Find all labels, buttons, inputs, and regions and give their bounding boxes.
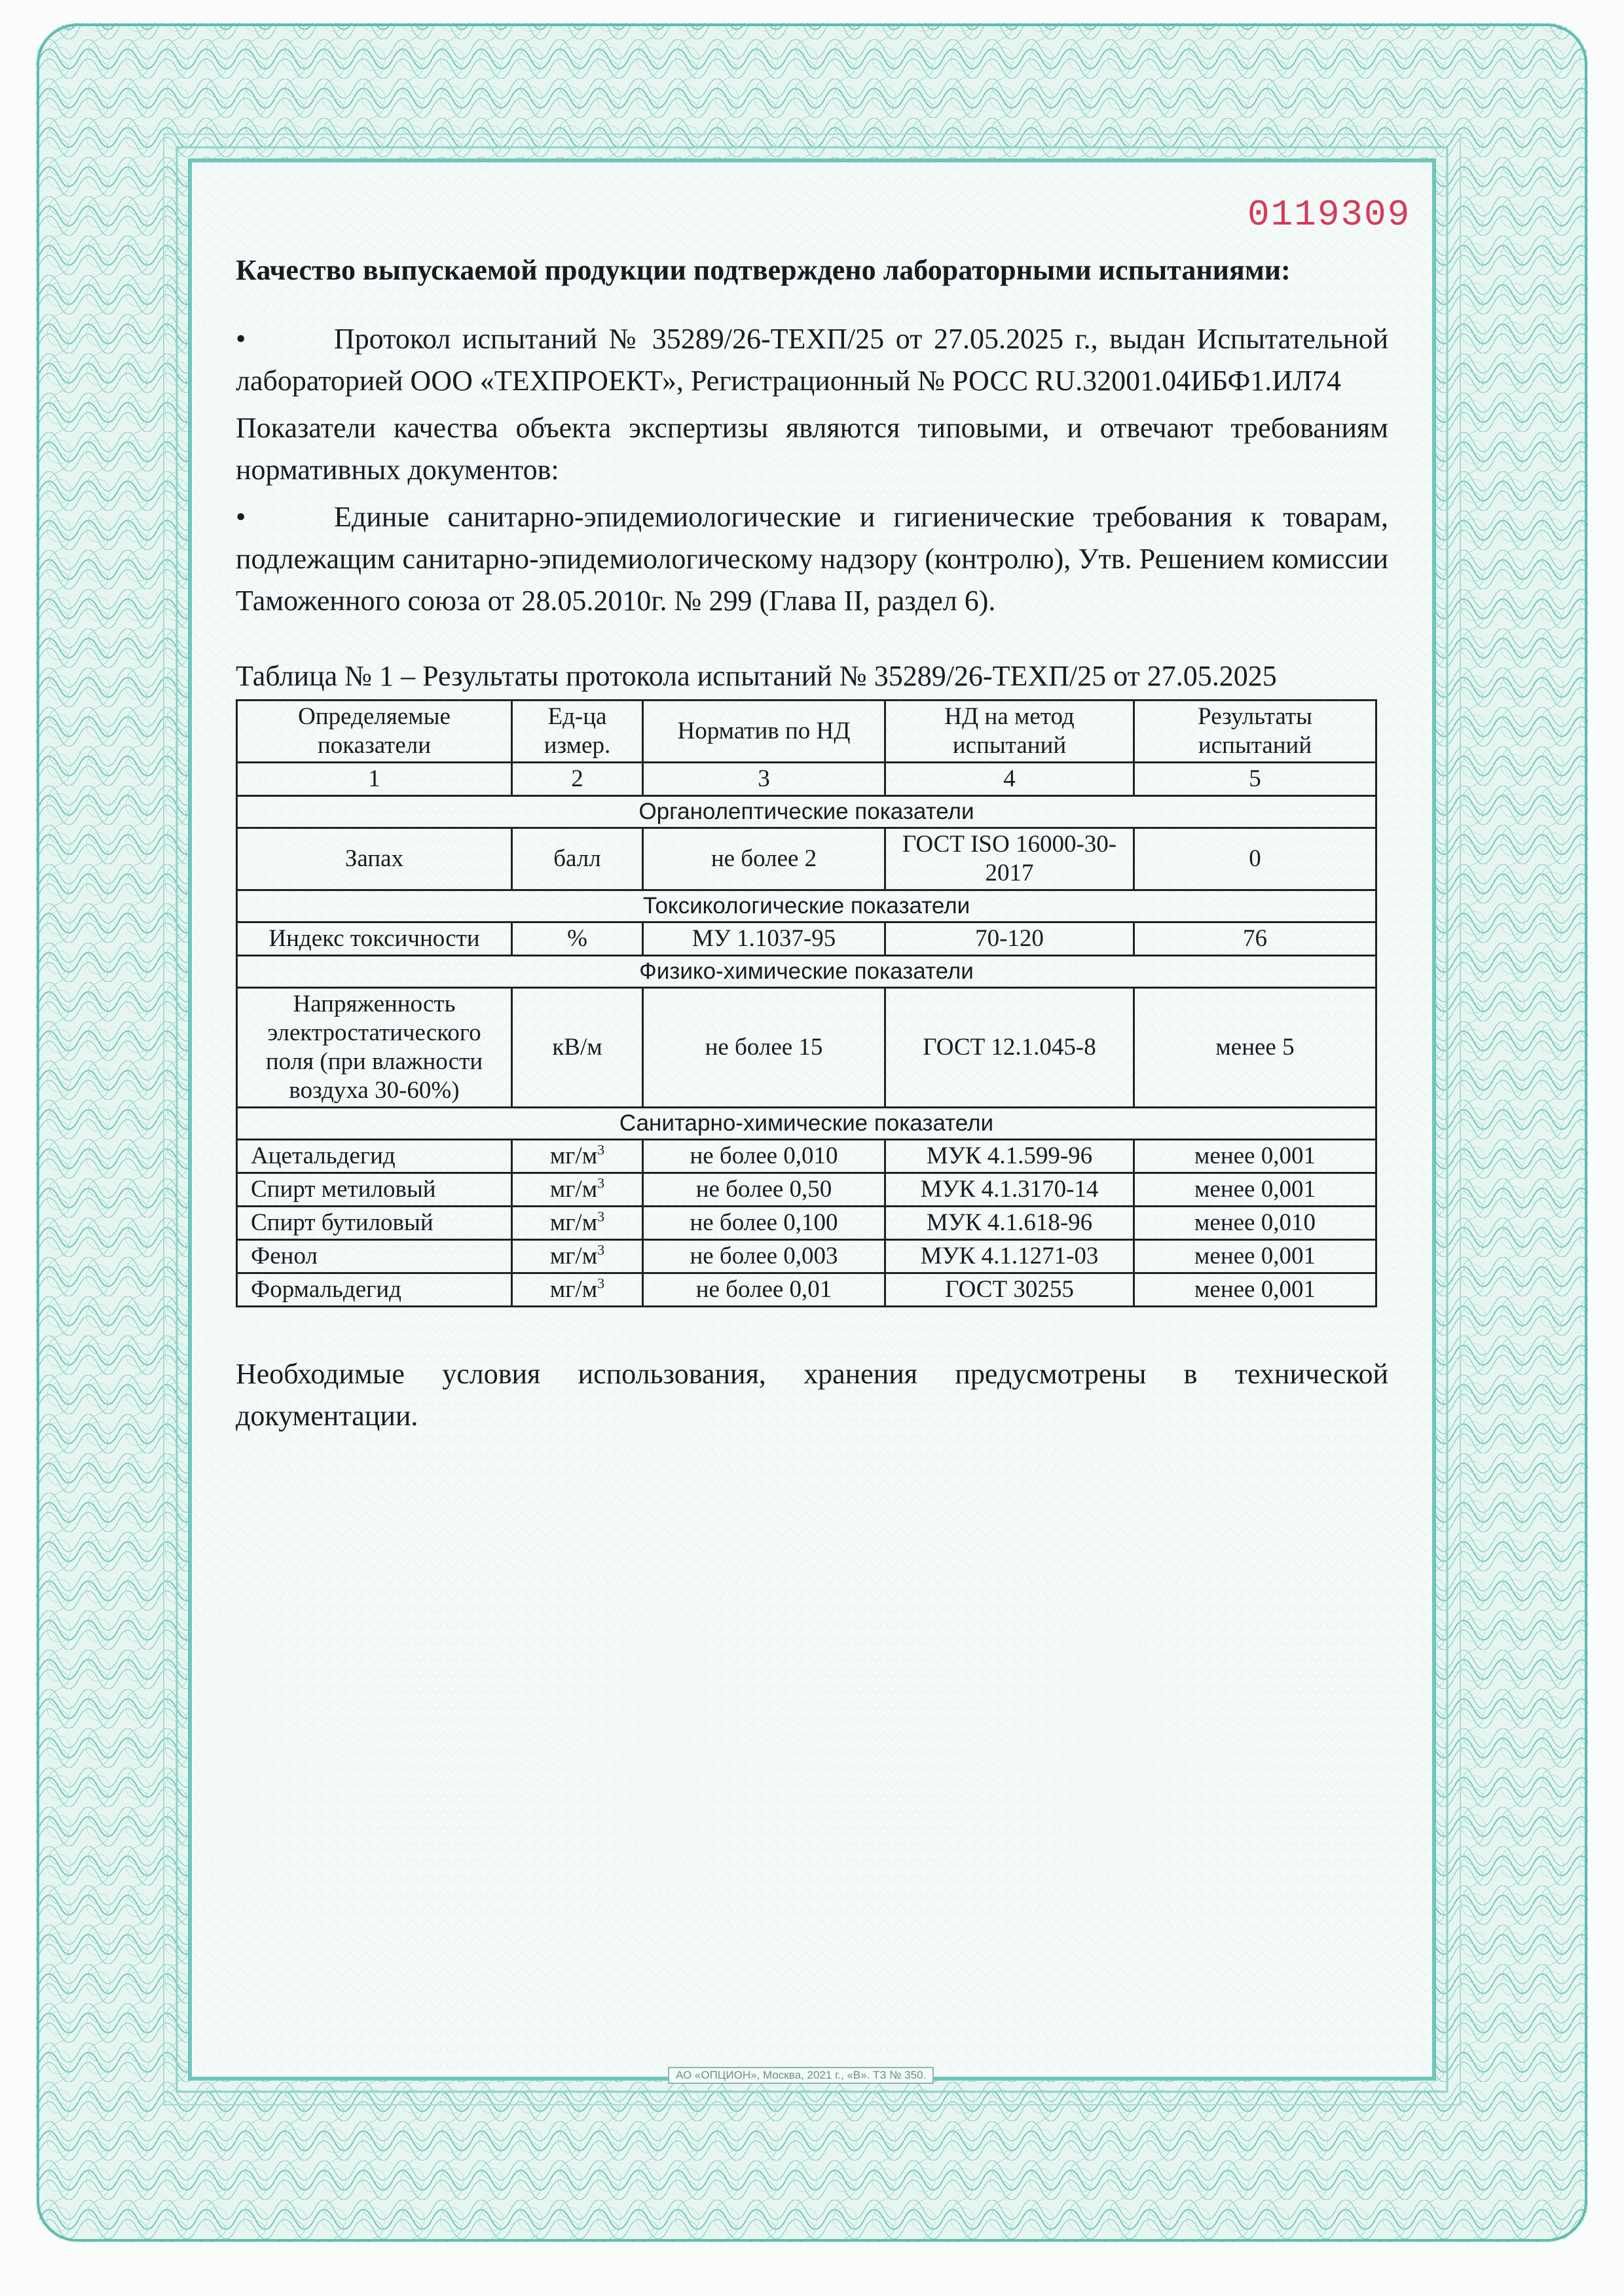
section-title: Физико-химические показатели: [237, 956, 1376, 988]
cell-unit: [512, 1173, 643, 1207]
cell-unit: %: [512, 922, 643, 956]
cell-norm: не более 0,003: [643, 1240, 885, 1273]
cell-result: менее 5: [1134, 988, 1376, 1108]
cell-unit: [512, 1240, 643, 1273]
unit-text: мг/м: [549, 1209, 598, 1236]
section-row: [237, 796, 1376, 828]
document-body: [236, 249, 1388, 1466]
protocol-paragraph: [236, 318, 1388, 402]
section-title: Санитарно-химические показатели: [237, 1108, 1376, 1140]
cell-unit: кВ/м: [512, 988, 643, 1108]
cell-indicator: Запах: [237, 828, 512, 890]
cell-method: МУК 4.1.3170-14: [885, 1173, 1134, 1207]
cell-method: ГОСТ 12.1.045-8: [885, 988, 1134, 1108]
cell-method: МУК 4.1.599-96: [885, 1140, 1134, 1173]
header-indicator: Определяемые показатели: [237, 701, 512, 763]
cell-unit: [512, 1273, 643, 1307]
cell-method: МУК 4.1.618-96: [885, 1207, 1134, 1240]
cell-indicator: Спирт бутиловый: [237, 1207, 512, 1240]
cell-indicator: Индекс токсичности: [237, 922, 512, 956]
table-row: [237, 988, 1376, 1108]
cell-method: МУК 4.1.1271-03: [885, 1240, 1134, 1273]
column-number: 4: [885, 763, 1134, 796]
printer-imprint: АО «ОПЦИОН», Москва, 2021 г., «В». ТЗ № 350.: [668, 2067, 934, 2084]
cell-norm: не более 2: [643, 828, 885, 890]
requirements-text: Единые санитарно-эпидемиологические и гигиенические требования к товарам, подлежащим санитарно-эпидемиологическому надзору (контролю), Утв. Решением комиссии Таможенного союза от 28.05.2010г. № 299 (Глава II, раздел 6).: [236, 501, 1388, 617]
bullet-icon: •: [236, 323, 246, 355]
table-row: [237, 1273, 1376, 1307]
cell-indicator: Напряженность электростатического поля (при влажности воздуха 30-60%): [237, 988, 512, 1108]
unit-exponent: 3: [597, 1175, 605, 1192]
section-row: [237, 1108, 1376, 1140]
unit-text: мг/м: [549, 1243, 598, 1269]
cell-norm: не более 15: [643, 988, 885, 1108]
header-norm: Норматив по НД: [643, 701, 885, 763]
table-row: [237, 1240, 1376, 1273]
cell-norm: не более 0,50: [643, 1173, 885, 1207]
cell-indicator: Спирт метиловый: [237, 1173, 512, 1207]
cell-result: 76: [1134, 922, 1376, 956]
unit-exponent: 3: [597, 1241, 605, 1258]
unit-exponent: 3: [597, 1275, 605, 1292]
cell-unit: балл: [512, 828, 643, 890]
unit-exponent: 3: [597, 1208, 605, 1225]
page-heading: Качество выпускаемой продукции подтверждено лабораторными испытаниями:: [236, 254, 1291, 286]
cell-unit: [512, 1140, 643, 1173]
column-number: 3: [643, 763, 885, 796]
cell-indicator: Фенол: [237, 1240, 512, 1273]
table-number-row: [237, 763, 1376, 796]
section-title: Токсикологические показатели: [237, 890, 1376, 922]
cell-result: менее 0,001: [1134, 1173, 1376, 1207]
table-row: [237, 922, 1376, 956]
unit-text: мг/м: [549, 1176, 598, 1203]
column-number: 2: [512, 763, 643, 796]
table-row: [237, 828, 1376, 890]
cell-method: ГОСТ ISO 16000-30-2017: [885, 828, 1134, 890]
cell-result: менее 0,001: [1134, 1240, 1376, 1273]
cell-indicator: Формальдегид: [237, 1273, 512, 1307]
requirements-paragraph: [236, 496, 1388, 622]
cell-norm: не более 0,01: [643, 1273, 885, 1307]
quality-paragraph: Показатели качества объекта экспертизы являются типовыми, и отвечают требованиям нормативных документов:: [236, 412, 1388, 486]
bullet-icon: •: [236, 501, 246, 533]
cell-norm: не более 0,100: [643, 1207, 885, 1240]
column-number: 5: [1134, 763, 1376, 796]
unit-text: мг/м: [549, 1276, 598, 1303]
column-number: 1: [237, 763, 512, 796]
table-row: [237, 1207, 1376, 1240]
cell-result: менее 0,010: [1134, 1207, 1376, 1240]
header-unit: Ед-ца измер.: [512, 701, 643, 763]
section-title: Органолептические показатели: [237, 796, 1376, 828]
cell-norm: не более 0,010: [643, 1140, 885, 1173]
results-table: [236, 699, 1377, 1307]
unit-text: мг/м: [549, 1142, 598, 1169]
unit-exponent: 3: [597, 1141, 605, 1158]
table-caption: Таблица № 1 – Результаты протокола испытаний № 35289/26-ТЕХП/25 от 27.05.2025: [236, 660, 1277, 692]
cell-method: ГОСТ 30255: [885, 1273, 1134, 1307]
protocol-text: Протокол испытаний № 35289/26-ТЕХП/25 от 27.05.2025 г., выдан Испытательной лабораторией ООО «ТЕХПРОЕКТ», Регистрационный № РОСС RU.32001.04ИБФ1.ИЛ74: [236, 323, 1388, 397]
section-row: [237, 890, 1376, 922]
table-row: [237, 1173, 1376, 1207]
cell-norm: МУ 1.1037-95: [643, 922, 885, 956]
cell-method: 70-120: [885, 922, 1134, 956]
cell-unit: [512, 1207, 643, 1240]
cell-indicator: Ацетальдегид: [237, 1140, 512, 1173]
usage-conditions-note: Необходимые условия использования, хранения предусмотрены в технической документации.: [236, 1358, 1388, 1432]
section-row: [237, 956, 1376, 988]
cell-result: 0: [1134, 828, 1376, 890]
header-result: Результаты испытаний: [1134, 701, 1376, 763]
cell-result: менее 0,001: [1134, 1140, 1376, 1173]
header-method: НД на метод испытаний: [885, 701, 1134, 763]
cell-result: менее 0,001: [1134, 1273, 1376, 1307]
table-row: [237, 1140, 1376, 1173]
table-header-row: [237, 701, 1376, 763]
serial-number: 0119309: [1247, 194, 1411, 236]
